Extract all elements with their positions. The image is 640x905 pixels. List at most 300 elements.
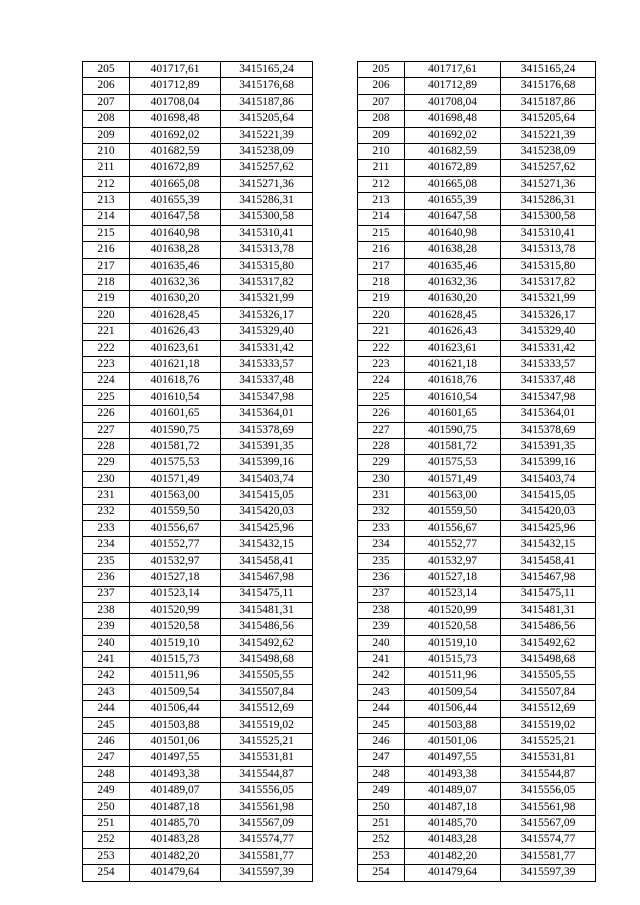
right-y-coordinate-cell: 3415498,68 <box>501 652 596 668</box>
column-gap-cell <box>313 799 358 815</box>
column-gap-cell <box>313 504 358 520</box>
right-x-coordinate-cell: 401511,96 <box>405 668 501 684</box>
right-y-coordinate-cell: 3415257,62 <box>501 160 596 176</box>
right-point-number-cell: 251 <box>358 815 405 831</box>
left-x-coordinate-cell: 401483,28 <box>130 832 221 848</box>
table-row <box>83 94 596 110</box>
right-y-coordinate-cell: 3415187,86 <box>501 94 596 110</box>
right-point-number-cell: 208 <box>358 111 405 127</box>
right-y-coordinate-cell: 3415505,55 <box>501 668 596 684</box>
left-point-number-cell: 210 <box>83 143 130 159</box>
left-y-coordinate-cell: 3415300,58 <box>221 209 313 225</box>
right-point-number-cell: 217 <box>358 258 405 274</box>
right-point-number-cell: 210 <box>358 143 405 159</box>
right-y-coordinate-cell: 3415420,03 <box>501 504 596 520</box>
right-x-coordinate-cell: 401483,28 <box>405 832 501 848</box>
left-y-coordinate-cell: 3415475,11 <box>221 586 313 602</box>
left-y-coordinate-cell: 3415337,48 <box>221 373 313 389</box>
right-point-number-cell: 218 <box>358 275 405 291</box>
table-row <box>83 734 596 750</box>
left-x-coordinate-cell: 401520,99 <box>130 602 221 618</box>
right-x-coordinate-cell: 401527,18 <box>405 570 501 586</box>
left-y-coordinate-cell: 3415257,62 <box>221 160 313 176</box>
column-gap-cell <box>313 520 358 536</box>
column-gap-cell <box>313 783 358 799</box>
table-row <box>83 209 596 225</box>
table-row <box>83 340 596 356</box>
left-x-coordinate-cell: 401628,45 <box>130 307 221 323</box>
left-y-coordinate-cell: 3415333,57 <box>221 357 313 373</box>
left-x-coordinate-cell: 401511,96 <box>130 668 221 684</box>
column-gap-cell <box>313 225 358 241</box>
right-point-number-cell: 240 <box>358 635 405 651</box>
right-point-number-cell: 245 <box>358 717 405 733</box>
left-y-coordinate-cell: 3415525,21 <box>221 734 313 750</box>
table-row <box>83 176 596 192</box>
left-point-number-cell: 233 <box>83 520 130 536</box>
column-gap-cell <box>313 471 358 487</box>
left-y-coordinate-cell: 3415321,99 <box>221 291 313 307</box>
right-y-coordinate-cell: 3415364,01 <box>501 406 596 422</box>
right-y-coordinate-cell: 3415313,78 <box>501 242 596 258</box>
right-y-coordinate-cell: 3415300,58 <box>501 209 596 225</box>
right-y-coordinate-cell: 3415331,42 <box>501 340 596 356</box>
table-row <box>83 406 596 422</box>
right-x-coordinate-cell: 401635,46 <box>405 258 501 274</box>
table-row <box>83 373 596 389</box>
right-point-number-cell: 216 <box>358 242 405 258</box>
left-y-coordinate-cell: 3415317,82 <box>221 275 313 291</box>
right-x-coordinate-cell: 401647,58 <box>405 209 501 225</box>
right-point-number-cell: 246 <box>358 734 405 750</box>
right-point-number-cell: 213 <box>358 193 405 209</box>
left-y-coordinate-cell: 3415561,98 <box>221 799 313 815</box>
right-y-coordinate-cell: 3415333,57 <box>501 357 596 373</box>
left-x-coordinate-cell: 401672,89 <box>130 160 221 176</box>
left-point-number-cell: 240 <box>83 635 130 651</box>
column-gap-cell <box>313 750 358 766</box>
right-x-coordinate-cell: 401610,54 <box>405 389 501 405</box>
table-row <box>83 160 596 176</box>
left-y-coordinate-cell: 3415347,98 <box>221 389 313 405</box>
column-gap-cell <box>313 815 358 831</box>
left-point-number-cell: 205 <box>83 62 130 78</box>
left-point-number-cell: 206 <box>83 78 130 94</box>
column-gap-cell <box>313 455 358 471</box>
left-x-coordinate-cell: 401665,08 <box>130 176 221 192</box>
column-gap-cell <box>313 160 358 176</box>
left-y-coordinate-cell: 3415187,86 <box>221 94 313 110</box>
table-row <box>83 471 596 487</box>
column-gap-cell <box>313 357 358 373</box>
table-row <box>83 504 596 520</box>
left-point-number-cell: 231 <box>83 488 130 504</box>
right-y-coordinate-cell: 3415321,99 <box>501 291 596 307</box>
left-y-coordinate-cell: 3415505,55 <box>221 668 313 684</box>
left-x-coordinate-cell: 401590,75 <box>130 422 221 438</box>
left-x-coordinate-cell: 401717,61 <box>130 62 221 78</box>
left-point-number-cell: 248 <box>83 766 130 782</box>
left-point-number-cell: 254 <box>83 865 130 881</box>
right-point-number-cell: 249 <box>358 783 405 799</box>
left-point-number-cell: 217 <box>83 258 130 274</box>
left-x-coordinate-cell: 401487,18 <box>130 799 221 815</box>
table-row <box>83 193 596 209</box>
column-gap-cell <box>313 537 358 553</box>
table-row <box>83 438 596 454</box>
column-gap-cell <box>313 848 358 864</box>
column-gap-cell <box>313 209 358 225</box>
table-row <box>83 619 596 635</box>
column-gap-cell <box>313 488 358 504</box>
left-point-number-cell: 220 <box>83 307 130 323</box>
right-x-coordinate-cell: 401520,58 <box>405 619 501 635</box>
column-gap-cell <box>313 701 358 717</box>
left-x-coordinate-cell: 401563,00 <box>130 488 221 504</box>
table-row <box>83 537 596 553</box>
right-y-coordinate-cell: 3415347,98 <box>501 389 596 405</box>
right-y-coordinate-cell: 3415525,21 <box>501 734 596 750</box>
right-y-coordinate-cell: 3415378,69 <box>501 422 596 438</box>
left-x-coordinate-cell: 401708,04 <box>130 94 221 110</box>
table-row <box>83 684 596 700</box>
left-point-number-cell: 245 <box>83 717 130 733</box>
column-gap-cell <box>313 193 358 209</box>
right-point-number-cell: 237 <box>358 586 405 602</box>
table-row <box>83 553 596 569</box>
right-x-coordinate-cell: 401712,89 <box>405 78 501 94</box>
right-y-coordinate-cell: 3415432,15 <box>501 537 596 553</box>
left-y-coordinate-cell: 3415271,36 <box>221 176 313 192</box>
right-x-coordinate-cell: 401563,00 <box>405 488 501 504</box>
column-gap-cell <box>313 717 358 733</box>
left-y-coordinate-cell: 3415415,05 <box>221 488 313 504</box>
column-gap-cell <box>313 389 358 405</box>
left-y-coordinate-cell: 3415597,39 <box>221 865 313 881</box>
left-x-coordinate-cell: 401497,55 <box>130 750 221 766</box>
column-gap-cell <box>313 78 358 94</box>
left-y-coordinate-cell: 3415486,56 <box>221 619 313 635</box>
right-y-coordinate-cell: 3415238,09 <box>501 143 596 159</box>
right-x-coordinate-cell: 401519,10 <box>405 635 501 651</box>
left-y-coordinate-cell: 3415498,68 <box>221 652 313 668</box>
right-x-coordinate-cell: 401626,43 <box>405 324 501 340</box>
right-y-coordinate-cell: 3415286,31 <box>501 193 596 209</box>
left-x-coordinate-cell: 401601,65 <box>130 406 221 422</box>
left-y-coordinate-cell: 3415399,16 <box>221 455 313 471</box>
right-y-coordinate-cell: 3415221,39 <box>501 127 596 143</box>
right-y-coordinate-cell: 3415574,77 <box>501 832 596 848</box>
right-x-coordinate-cell: 401520,99 <box>405 602 501 618</box>
left-point-number-cell: 239 <box>83 619 130 635</box>
left-x-coordinate-cell: 401501,06 <box>130 734 221 750</box>
right-x-coordinate-cell: 401640,98 <box>405 225 501 241</box>
column-gap-cell <box>313 668 358 684</box>
left-point-number-cell: 221 <box>83 324 130 340</box>
table-row <box>83 783 596 799</box>
table-row <box>83 815 596 831</box>
left-x-coordinate-cell: 401527,18 <box>130 570 221 586</box>
left-x-coordinate-cell: 401520,58 <box>130 619 221 635</box>
left-y-coordinate-cell: 3415420,03 <box>221 504 313 520</box>
left-point-number-cell: 236 <box>83 570 130 586</box>
right-y-coordinate-cell: 3415475,11 <box>501 586 596 602</box>
right-x-coordinate-cell: 401655,39 <box>405 193 501 209</box>
right-point-number-cell: 241 <box>358 652 405 668</box>
right-point-number-cell: 207 <box>358 94 405 110</box>
right-x-coordinate-cell: 401487,18 <box>405 799 501 815</box>
right-y-coordinate-cell: 3415326,17 <box>501 307 596 323</box>
right-point-number-cell: 224 <box>358 373 405 389</box>
table-row <box>83 586 596 602</box>
right-point-number-cell: 209 <box>358 127 405 143</box>
left-point-number-cell: 241 <box>83 652 130 668</box>
right-point-number-cell: 226 <box>358 406 405 422</box>
right-point-number-cell: 243 <box>358 684 405 700</box>
left-x-coordinate-cell: 401621,18 <box>130 357 221 373</box>
left-point-number-cell: 222 <box>83 340 130 356</box>
right-y-coordinate-cell: 3415581,77 <box>501 848 596 864</box>
right-y-coordinate-cell: 3415481,31 <box>501 602 596 618</box>
table-row <box>83 635 596 651</box>
right-y-coordinate-cell: 3415561,98 <box>501 799 596 815</box>
left-y-coordinate-cell: 3415567,09 <box>221 815 313 831</box>
left-x-coordinate-cell: 401552,77 <box>130 537 221 553</box>
right-x-coordinate-cell: 401515,73 <box>405 652 501 668</box>
right-y-coordinate-cell: 3415415,05 <box>501 488 596 504</box>
right-x-coordinate-cell: 401509,54 <box>405 684 501 700</box>
column-gap-cell <box>313 258 358 274</box>
right-y-coordinate-cell: 3415205,64 <box>501 111 596 127</box>
right-point-number-cell: 205 <box>358 62 405 78</box>
left-x-coordinate-cell: 401506,44 <box>130 701 221 717</box>
left-x-coordinate-cell: 401647,58 <box>130 209 221 225</box>
left-x-coordinate-cell: 401655,39 <box>130 193 221 209</box>
right-x-coordinate-cell: 401672,89 <box>405 160 501 176</box>
left-y-coordinate-cell: 3415581,77 <box>221 848 313 864</box>
right-y-coordinate-cell: 3415597,39 <box>501 865 596 881</box>
table-row <box>83 422 596 438</box>
right-x-coordinate-cell: 401590,75 <box>405 422 501 438</box>
coordinates-table-body <box>83 62 596 882</box>
right-point-number-cell: 238 <box>358 602 405 618</box>
left-point-number-cell: 238 <box>83 602 130 618</box>
right-x-coordinate-cell: 401632,36 <box>405 275 501 291</box>
left-x-coordinate-cell: 401556,67 <box>130 520 221 536</box>
right-y-coordinate-cell: 3415556,05 <box>501 783 596 799</box>
left-point-number-cell: 215 <box>83 225 130 241</box>
left-point-number-cell: 251 <box>83 815 130 831</box>
column-gap-cell <box>313 684 358 700</box>
left-point-number-cell: 208 <box>83 111 130 127</box>
left-point-number-cell: 224 <box>83 373 130 389</box>
right-x-coordinate-cell: 401698,48 <box>405 111 501 127</box>
table-row <box>83 701 596 717</box>
left-point-number-cell: 213 <box>83 193 130 209</box>
left-y-coordinate-cell: 3415492,62 <box>221 635 313 651</box>
right-y-coordinate-cell: 3415486,56 <box>501 619 596 635</box>
column-gap-cell <box>313 422 358 438</box>
right-x-coordinate-cell: 401506,44 <box>405 701 501 717</box>
right-point-number-cell: 252 <box>358 832 405 848</box>
left-x-coordinate-cell: 401489,07 <box>130 783 221 799</box>
column-gap-cell <box>313 111 358 127</box>
left-y-coordinate-cell: 3415326,17 <box>221 307 313 323</box>
left-x-coordinate-cell: 401519,10 <box>130 635 221 651</box>
left-y-coordinate-cell: 3415458,41 <box>221 553 313 569</box>
left-x-coordinate-cell: 401559,50 <box>130 504 221 520</box>
left-y-coordinate-cell: 3415315,80 <box>221 258 313 274</box>
right-point-number-cell: 220 <box>358 307 405 323</box>
left-point-number-cell: 235 <box>83 553 130 569</box>
left-y-coordinate-cell: 3415238,09 <box>221 143 313 159</box>
right-point-number-cell: 212 <box>358 176 405 192</box>
right-x-coordinate-cell: 401630,20 <box>405 291 501 307</box>
left-x-coordinate-cell: 401575,53 <box>130 455 221 471</box>
column-gap-cell <box>313 766 358 782</box>
column-gap-cell <box>313 307 358 323</box>
left-x-coordinate-cell: 401485,70 <box>130 815 221 831</box>
left-y-coordinate-cell: 3415432,15 <box>221 537 313 553</box>
table-row <box>83 455 596 471</box>
table-row <box>83 242 596 258</box>
table-row <box>83 357 596 373</box>
right-x-coordinate-cell: 401682,59 <box>405 143 501 159</box>
left-x-coordinate-cell: 401682,59 <box>130 143 221 159</box>
column-gap-cell <box>313 602 358 618</box>
table-row <box>83 570 596 586</box>
table-row <box>83 127 596 143</box>
table-row <box>83 652 596 668</box>
column-gap-cell <box>313 865 358 881</box>
right-y-coordinate-cell: 3415512,69 <box>501 701 596 717</box>
left-point-number-cell: 247 <box>83 750 130 766</box>
right-point-number-cell: 219 <box>358 291 405 307</box>
left-y-coordinate-cell: 3415544,87 <box>221 766 313 782</box>
right-y-coordinate-cell: 3415544,87 <box>501 766 596 782</box>
right-x-coordinate-cell: 401482,20 <box>405 848 501 864</box>
left-point-number-cell: 246 <box>83 734 130 750</box>
left-y-coordinate-cell: 3415310,41 <box>221 225 313 241</box>
column-gap-cell <box>313 94 358 110</box>
column-gap-cell <box>313 275 358 291</box>
right-x-coordinate-cell: 401497,55 <box>405 750 501 766</box>
left-x-coordinate-cell: 401630,20 <box>130 291 221 307</box>
table-row <box>83 717 596 733</box>
left-y-coordinate-cell: 3415286,31 <box>221 193 313 209</box>
left-x-coordinate-cell: 401623,61 <box>130 340 221 356</box>
left-point-number-cell: 209 <box>83 127 130 143</box>
table-row <box>83 766 596 782</box>
column-gap-cell <box>313 242 358 258</box>
left-point-number-cell: 252 <box>83 832 130 848</box>
right-x-coordinate-cell: 401575,53 <box>405 455 501 471</box>
left-point-number-cell: 211 <box>83 160 130 176</box>
left-point-number-cell: 234 <box>83 537 130 553</box>
right-point-number-cell: 233 <box>358 520 405 536</box>
left-x-coordinate-cell: 401515,73 <box>130 652 221 668</box>
left-y-coordinate-cell: 3415574,77 <box>221 832 313 848</box>
column-gap-cell <box>313 340 358 356</box>
table-row <box>83 799 596 815</box>
right-y-coordinate-cell: 3415519,02 <box>501 717 596 733</box>
left-point-number-cell: 237 <box>83 586 130 602</box>
table-row <box>83 307 596 323</box>
left-x-coordinate-cell: 401571,49 <box>130 471 221 487</box>
left-point-number-cell: 219 <box>83 291 130 307</box>
right-point-number-cell: 225 <box>358 389 405 405</box>
right-x-coordinate-cell: 401503,88 <box>405 717 501 733</box>
left-y-coordinate-cell: 3415512,69 <box>221 701 313 717</box>
right-point-number-cell: 229 <box>358 455 405 471</box>
left-x-coordinate-cell: 401632,36 <box>130 275 221 291</box>
table-row <box>83 488 596 504</box>
right-y-coordinate-cell: 3415531,81 <box>501 750 596 766</box>
right-point-number-cell: 248 <box>358 766 405 782</box>
left-x-coordinate-cell: 401532,97 <box>130 553 221 569</box>
left-x-coordinate-cell: 401618,76 <box>130 373 221 389</box>
left-point-number-cell: 216 <box>83 242 130 258</box>
left-x-coordinate-cell: 401698,48 <box>130 111 221 127</box>
coordinates-table <box>82 61 596 882</box>
right-point-number-cell: 234 <box>358 537 405 553</box>
left-y-coordinate-cell: 3415507,84 <box>221 684 313 700</box>
left-point-number-cell: 225 <box>83 389 130 405</box>
left-x-coordinate-cell: 401503,88 <box>130 717 221 733</box>
left-x-coordinate-cell: 401712,89 <box>130 78 221 94</box>
right-y-coordinate-cell: 3415315,80 <box>501 258 596 274</box>
right-point-number-cell: 227 <box>358 422 405 438</box>
left-point-number-cell: 218 <box>83 275 130 291</box>
right-y-coordinate-cell: 3415337,48 <box>501 373 596 389</box>
left-y-coordinate-cell: 3415481,31 <box>221 602 313 618</box>
right-y-coordinate-cell: 3415165,24 <box>501 62 596 78</box>
right-point-number-cell: 236 <box>358 570 405 586</box>
table-row <box>83 78 596 94</box>
right-point-number-cell: 215 <box>358 225 405 241</box>
right-x-coordinate-cell: 401628,45 <box>405 307 501 323</box>
left-y-coordinate-cell: 3415364,01 <box>221 406 313 422</box>
right-point-number-cell: 239 <box>358 619 405 635</box>
right-point-number-cell: 232 <box>358 504 405 520</box>
right-point-number-cell: 231 <box>358 488 405 504</box>
table-row <box>83 291 596 307</box>
table-row <box>83 258 596 274</box>
right-x-coordinate-cell: 401623,61 <box>405 340 501 356</box>
right-y-coordinate-cell: 3415310,41 <box>501 225 596 241</box>
right-point-number-cell: 221 <box>358 324 405 340</box>
right-point-number-cell: 211 <box>358 160 405 176</box>
column-gap-cell <box>313 652 358 668</box>
left-y-coordinate-cell: 3415556,05 <box>221 783 313 799</box>
left-point-number-cell: 244 <box>83 701 130 717</box>
right-point-number-cell: 223 <box>358 357 405 373</box>
column-gap-cell <box>313 438 358 454</box>
table-row <box>83 865 596 881</box>
right-y-coordinate-cell: 3415492,62 <box>501 635 596 651</box>
right-point-number-cell: 230 <box>358 471 405 487</box>
left-y-coordinate-cell: 3415205,64 <box>221 111 313 127</box>
right-y-coordinate-cell: 3415507,84 <box>501 684 596 700</box>
right-x-coordinate-cell: 401552,77 <box>405 537 501 553</box>
left-point-number-cell: 212 <box>83 176 130 192</box>
left-point-number-cell: 242 <box>83 668 130 684</box>
column-gap-cell <box>313 619 358 635</box>
column-gap-cell <box>313 734 358 750</box>
left-x-coordinate-cell: 401581,72 <box>130 438 221 454</box>
column-gap-cell <box>313 570 358 586</box>
left-point-number-cell: 229 <box>83 455 130 471</box>
